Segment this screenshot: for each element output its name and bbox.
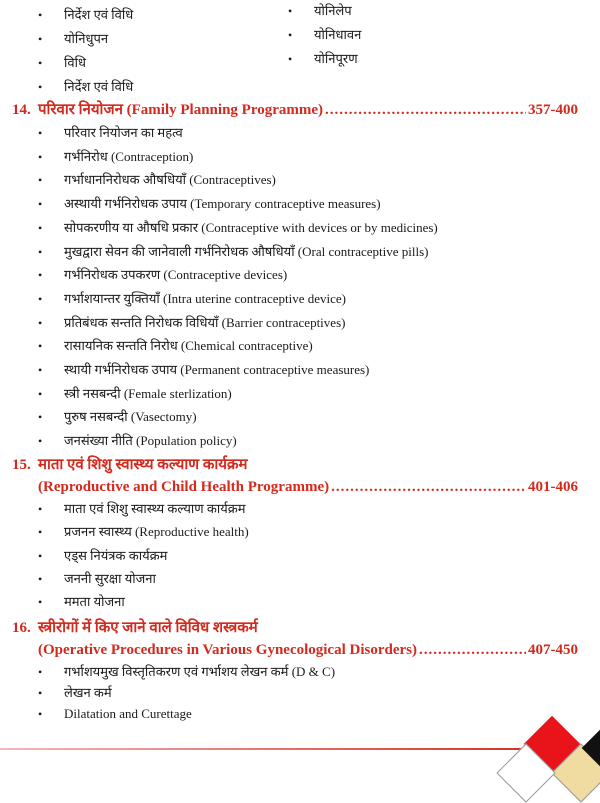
- chapter-subtitle-line: [38, 477, 578, 497]
- item-text: प्रजनन स्वास्थ्य (Reproductive health): [64, 524, 249, 539]
- item-text: लेखन कर्म: [64, 685, 112, 700]
- item-text: स्थायी गर्भनिरोधक उपाय (Permanent contraceptive measures): [64, 362, 370, 377]
- item-text: योनिधुपन: [64, 31, 109, 46]
- chapter-title: माता एवं शिशु स्वास्थ्य कल्याण कार्यक्रम: [38, 457, 248, 473]
- bullet: •: [38, 410, 43, 424]
- item-text: पुरुष नसबन्दी (Vasectomy): [64, 409, 197, 424]
- chapter-heading: [12, 618, 578, 638]
- bullet: •: [38, 339, 43, 353]
- list-item: [38, 500, 246, 518]
- chapter-number: 15.: [12, 457, 31, 473]
- list-item: [38, 290, 346, 308]
- list-item: [38, 705, 192, 723]
- page-range: 357-400: [528, 102, 578, 118]
- item-text: Dilatation and Curettage: [64, 706, 192, 721]
- chapter-number: 16.: [12, 620, 31, 636]
- list-item: [38, 314, 345, 332]
- bullet: •: [38, 292, 43, 306]
- page-range: 401-406: [528, 479, 578, 495]
- bullet: •: [38, 173, 43, 187]
- item-text: जननी सुरक्षा योजना: [64, 571, 156, 586]
- chapter-title: स्त्रीरोगों में किए जाने वाले विविध शस्त्रकर्म: [38, 620, 258, 636]
- list-item: [288, 50, 358, 68]
- item-text: योनिलेप: [314, 3, 352, 18]
- bullet: •: [38, 387, 43, 401]
- list-item: [38, 432, 237, 450]
- item-text: निर्देश एवं विधि: [64, 7, 134, 22]
- item-text: माता एवं शिशु स्वास्थ्य कल्याण कार्यक्रम: [64, 501, 246, 516]
- bullet: •: [38, 150, 43, 164]
- chapter-title: परिवार नियोजन (Family Planning Programme): [38, 102, 324, 118]
- list-item: [38, 385, 232, 403]
- bullet: •: [288, 28, 293, 42]
- bullet: •: [38, 707, 43, 721]
- list-item: [38, 195, 381, 213]
- bullet: •: [38, 502, 43, 516]
- chapter-heading: [12, 455, 578, 475]
- bullet: •: [38, 665, 43, 679]
- list-item: [38, 408, 197, 426]
- chapter-number: 14.: [12, 102, 31, 118]
- item-text: स्त्री नसबन्दी (Female sterlization): [64, 386, 232, 401]
- bullet: •: [38, 56, 43, 70]
- item-text: रासायनिक सन्तति निरोध (Chemical contraceptive): [64, 338, 313, 353]
- list-item: [38, 337, 313, 355]
- item-text: निर्देश एवं विधि: [64, 79, 134, 94]
- bullet: •: [38, 8, 43, 22]
- item-text: मुखद्वारा सेवन की जानेवाली गर्भनिरोधक औषधियाँ (Oral contraceptive pills): [64, 244, 429, 259]
- list-item: [38, 663, 335, 681]
- item-text: विधि: [64, 55, 86, 70]
- chapter-subtitle: (Reproductive and Child Health Programme): [38, 479, 330, 495]
- leader-dots: [331, 477, 526, 497]
- item-text: योनिपूरण: [314, 51, 358, 66]
- bullet: •: [38, 434, 43, 448]
- bullet: •: [38, 197, 43, 211]
- item-text: अस्थायी गर्भनिरोधक उपाय (Temporary contraceptive measures): [64, 196, 381, 211]
- list-item: [38, 266, 287, 284]
- list-item: [38, 171, 276, 189]
- list-item: [38, 361, 369, 379]
- item-text: गर्भाशयान्तर युक्तियाँ (Intra uterine contraceptive device): [64, 291, 346, 306]
- bullet: •: [38, 245, 43, 259]
- bullet: •: [288, 4, 293, 18]
- bullet: •: [38, 525, 43, 539]
- bullet: •: [38, 595, 43, 609]
- list-item: [38, 148, 193, 166]
- list-item: [38, 243, 428, 261]
- list-item: [38, 684, 112, 702]
- item-text: एड्स नियंत्रक कार्यक्रम: [64, 548, 168, 563]
- list-item: [38, 30, 108, 48]
- leader-dots: [325, 100, 526, 120]
- item-text: गर्भाशयमुख विस्तृतिकरण एवं गर्भाशय लेखन कर्म (D & C): [64, 664, 336, 679]
- item-text: गर्भाधाननिरोधक औषधियाँ (Contraceptives): [64, 172, 276, 187]
- list-item: [288, 26, 361, 44]
- item-text: सोपकरणीय या औषधि प्रकार (Contraceptive with devices or by medicines): [64, 220, 438, 235]
- chapter-subtitle: (Operative Procedures in Various Gynecological Disorders): [38, 642, 417, 658]
- bullet: •: [288, 52, 293, 66]
- item-text: गर्भनिरोध (Contraception): [64, 149, 194, 164]
- bullet: •: [38, 32, 43, 46]
- list-item: [38, 6, 133, 24]
- list-item: [38, 593, 125, 611]
- item-text: जनसंख्या नीति (Population policy): [64, 433, 237, 448]
- list-item: [288, 2, 352, 20]
- item-text: गर्भनिरोधक उपकरण (Contraceptive devices): [64, 267, 288, 282]
- footer-rule: [0, 748, 560, 750]
- list-item: [38, 124, 183, 142]
- list-item: [38, 54, 86, 72]
- bullet: •: [38, 80, 43, 94]
- list-item: [38, 570, 156, 588]
- list-item: [38, 78, 133, 96]
- item-text: योनिधावन: [314, 27, 362, 42]
- chapter-heading: [12, 100, 578, 120]
- chapter-subtitle-line: [38, 640, 578, 660]
- bullet: •: [38, 686, 43, 700]
- bullet: •: [38, 126, 43, 140]
- item-text: प्रतिबंधक सन्तति निरोधक विधियाँ (Barrier contraceptives): [64, 315, 346, 330]
- item-text: ममता योजना: [64, 594, 125, 609]
- bullet: •: [38, 221, 43, 235]
- bullet: •: [38, 363, 43, 377]
- bullet: •: [38, 572, 43, 586]
- list-item: [38, 547, 167, 565]
- bullet: •: [38, 268, 43, 282]
- bullet: •: [38, 549, 43, 563]
- list-item: [38, 523, 249, 541]
- item-text: परिवार नियोजन का महत्व: [64, 125, 183, 140]
- page-range: 407-450: [528, 642, 578, 658]
- list-item: [38, 219, 438, 237]
- leader-dots: [419, 640, 526, 660]
- bullet: •: [38, 316, 43, 330]
